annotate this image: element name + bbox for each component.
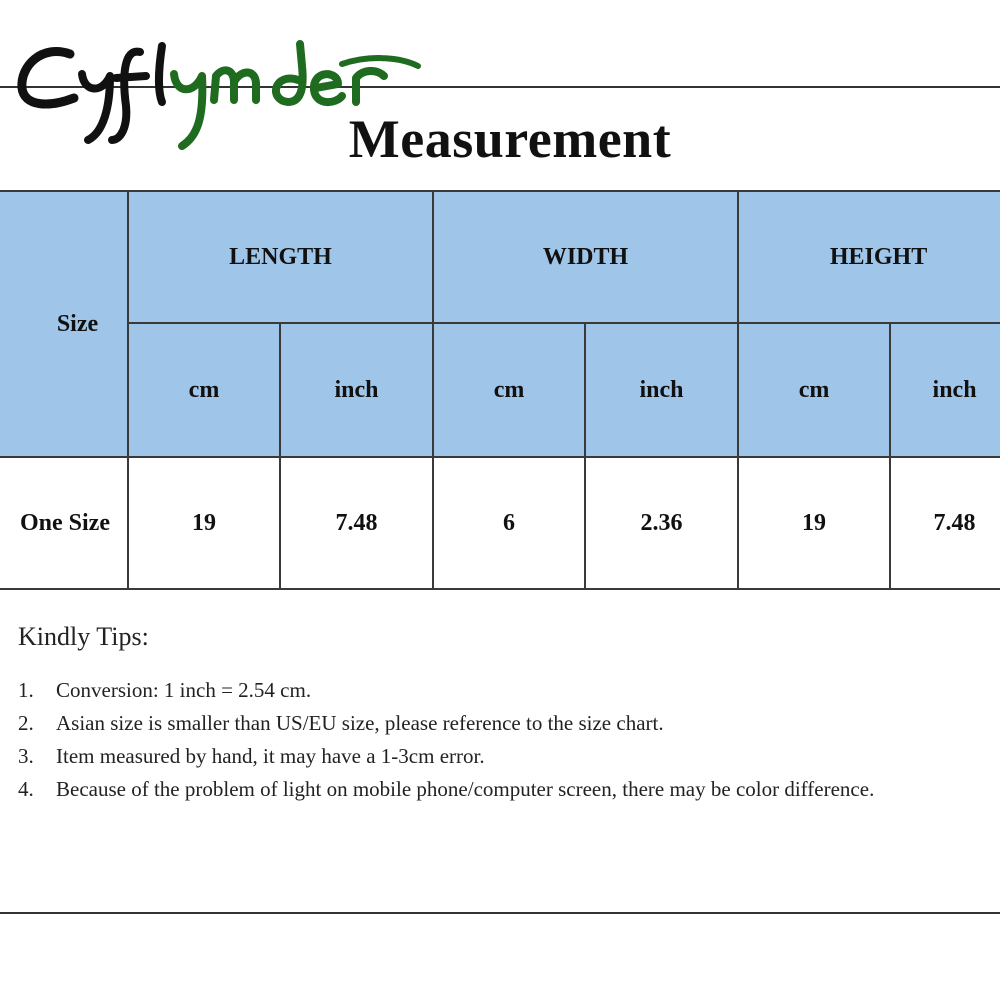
page-title: Measurement <box>348 109 672 169</box>
tips-list <box>18 674 918 806</box>
list-item <box>18 674 918 707</box>
unit-header: cm <box>128 323 280 457</box>
table-cell: 7.48 <box>890 457 1000 589</box>
table-cell: 6 <box>433 457 585 589</box>
length-header: LENGTH <box>128 191 433 323</box>
table-unit-row <box>0 323 1000 457</box>
bottom-rule <box>0 912 1000 914</box>
unit-header: inch <box>890 323 1000 457</box>
list-text: Because of the problem of light on mobile phone/computer screen, there may be color difference. <box>56 777 875 801</box>
table-cell: 7.48 <box>280 457 433 589</box>
list-number: 2. <box>18 711 34 735</box>
size-column-header: Size <box>0 191 128 457</box>
unit-header: inch <box>280 323 433 457</box>
unit-header: inch <box>585 323 738 457</box>
height-header: HEIGHT <box>738 191 1000 323</box>
measurement-table <box>0 190 1000 590</box>
list-item <box>18 773 918 806</box>
table-header-row <box>0 191 1000 323</box>
list-item <box>18 707 918 740</box>
list-number: 3. <box>18 744 34 768</box>
list-text: Item measured by hand, it may have a 1-3cm error. <box>56 744 485 768</box>
unit-header: cm <box>433 323 585 457</box>
table-row <box>0 457 1000 589</box>
table-cell: 19 <box>738 457 890 589</box>
list-item <box>18 740 918 773</box>
list-text: Asian size is smaller than US/EU size, please reference to the size chart. <box>56 711 664 735</box>
size-label-cell: One Size <box>0 457 128 589</box>
tips-section <box>18 622 918 806</box>
unit-header: cm <box>738 323 890 457</box>
tips-title: Kindly Tips: <box>18 622 149 651</box>
width-header: WIDTH <box>433 191 738 323</box>
table-cell: 19 <box>128 457 280 589</box>
list-number: 4. <box>18 777 34 801</box>
list-number: 1. <box>18 678 34 702</box>
table-cell: 2.36 <box>585 457 738 589</box>
list-text: Conversion: 1 inch = 2.54 cm. <box>56 678 312 702</box>
